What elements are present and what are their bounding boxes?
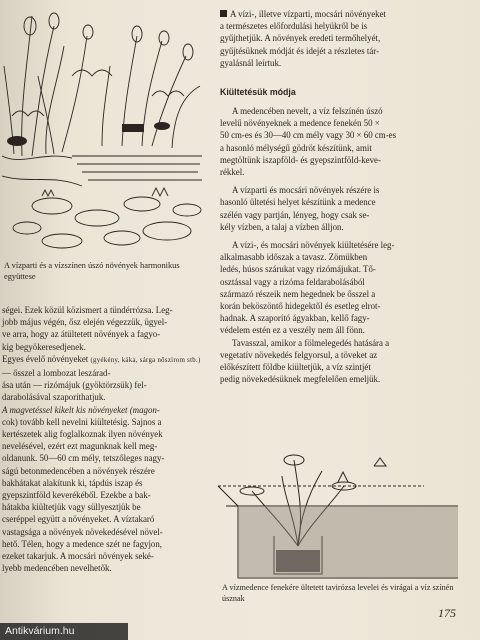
text-line: ságú betonmedencében a növények részére xyxy=(2,465,155,476)
text-line: előkészített földbe kiültetjük, a víz szintjét xyxy=(220,362,371,373)
text-line: korán beköszöntő hidegektől és esetleg elrot- xyxy=(220,301,381,312)
paragraph-1 xyxy=(220,105,460,178)
left-body xyxy=(2,304,210,574)
text-line: A magvetéssel kikelt kis növényeket (magon- xyxy=(2,404,160,415)
text-line: oldanunk. 50—60 cm mély, tetszőleges nagy- xyxy=(2,453,165,464)
text-line: hető. Télen, hogy a medence szét ne fagyjon, xyxy=(2,538,163,549)
text-line: ezeket takarjuk. A mocsári növények seké- xyxy=(2,551,154,562)
text-line: darabolásával szaporíthatjuk. xyxy=(2,392,106,403)
page-number: 175 xyxy=(438,606,456,620)
section-heading: Kiültetésük módja xyxy=(220,87,296,98)
text-line: vegetatív növekedés felgyorsul, a töveket az xyxy=(220,349,378,360)
text-line: rékkel. xyxy=(220,167,245,178)
text-line: ása után — rizómájuk (gyöktörzsük) fel- xyxy=(2,380,147,391)
text-line: cok) tovább kell nevelni kiültetésig. Sajnos a xyxy=(2,416,162,427)
text-line: gyűjthetjük. A növények eredeti termőhelyét, xyxy=(220,33,381,44)
text-segment: (gyékény, káka, sárga nőszirom stb.) xyxy=(90,356,201,364)
illustration-caption: A vízparti és a vízszínen úszó növények harmonikus együttese xyxy=(4,261,180,281)
planting-diagram xyxy=(214,446,462,582)
text-line: ségei. Ezek közül közismert a tündérrózsa. Leg- xyxy=(2,305,173,315)
text-line: kertészetek alig foglalkoznak ilyen növények xyxy=(2,429,163,440)
text-line: cseréppel együtt a növényeket. A víztakaró xyxy=(2,514,155,525)
text-line: nevelésével, ezért ezt magunknak kell meg- xyxy=(2,441,158,452)
text-line: A vízparti és mocsári növények részére is xyxy=(232,185,380,196)
text-line: vastagsága a növények növekedésével növel- xyxy=(2,526,163,537)
text-line: hadnak. A szaporító ágyakban, kellő fagy- xyxy=(220,313,370,324)
text-line: hátakba kiültetjük vagy süllyesztjük be xyxy=(2,502,141,513)
text-line: gyalásnál leírtuk. xyxy=(220,57,282,68)
text-line: A medencében nevelt, a víz felszínén úszó xyxy=(232,106,383,117)
text-line: a hasonló mélységű gödröt készítünk, amit xyxy=(220,142,372,153)
text-line: gyűjtésüknek módját és idejét a részletes tár- xyxy=(220,45,380,56)
text-line: 50 cm-es és 30—40 cm mély vagy 30 × 60 cm-es xyxy=(220,130,397,141)
paragraph-3 xyxy=(220,239,460,385)
text-line: lyebb medencében nevelhetők. xyxy=(2,563,112,574)
diagram-caption: A vízmedence fenekére ültetett tavirózsa levelei és virágai a víz színén úsznak xyxy=(222,583,454,603)
text-segment: A vízi-, illetve vízparti, mocsári növényeket xyxy=(230,9,387,19)
right-column xyxy=(220,8,460,385)
text-line: megtöltünk iszapföld- és gyepszintföld-keve- xyxy=(220,154,381,165)
text-line: — ősszel a lombozat leszárad- xyxy=(2,368,111,379)
pond-illustration xyxy=(2,6,208,256)
text-line: levelű növényeknek a medence fenekén 50 × xyxy=(220,118,380,129)
text-line: gyepszintföld keverékéből. Ezekbe a bak- xyxy=(2,490,151,501)
text-line: alkalmasabb időszak a tavasz. Zömükben xyxy=(220,252,368,263)
text-line: pedig növekedésüknek megfelelően emeljük. xyxy=(220,374,381,385)
text-line: származó részeik nem hegednek be ősszel a xyxy=(220,288,376,299)
text-line: védelem estén ez a veszély nem áll fönn. xyxy=(220,325,365,336)
text-line: szélén vagy partján, lényeg, hogy csak se- xyxy=(220,209,370,220)
text-line: ledés, húsos szárukat vagy rizómájukat. Tő- xyxy=(220,264,376,275)
intro-paragraph xyxy=(220,8,460,69)
text-line xyxy=(220,8,460,20)
text-line: A vízi-, és mocsári növények kiültetésére leg- xyxy=(232,240,395,251)
text-segment: Egyes évelő növényeket xyxy=(2,353,89,364)
text-line: kély vízben, a talaj a vízben álljon. xyxy=(220,221,344,232)
square-bullet-icon xyxy=(220,10,227,17)
text-line: jobb május végén, ősz elején végezzük, ügyel- xyxy=(2,317,168,328)
left-column xyxy=(2,6,210,574)
text-line: Tavasszal, amikor a fölmelegedés hatására a xyxy=(232,337,390,348)
text-line: a természetes előfordulási helyükről be is xyxy=(220,21,368,32)
paragraph-2 xyxy=(220,184,460,233)
text-line: ve arra, hogy az átültetett növények a fagyo- xyxy=(2,329,161,340)
text-line: hasonló ültetési helyet készítünk a medence xyxy=(220,197,376,208)
text-line: bakhátakat alakítunk ki, tápdús iszap és xyxy=(2,477,143,488)
text-line: osztással vagy a rizóma feldarabolásából xyxy=(220,276,365,287)
text-line: kig begyökeresedjenek. xyxy=(2,341,86,352)
watermark-banner: Antikvárium.hu xyxy=(0,623,128,640)
text-line xyxy=(2,353,210,367)
